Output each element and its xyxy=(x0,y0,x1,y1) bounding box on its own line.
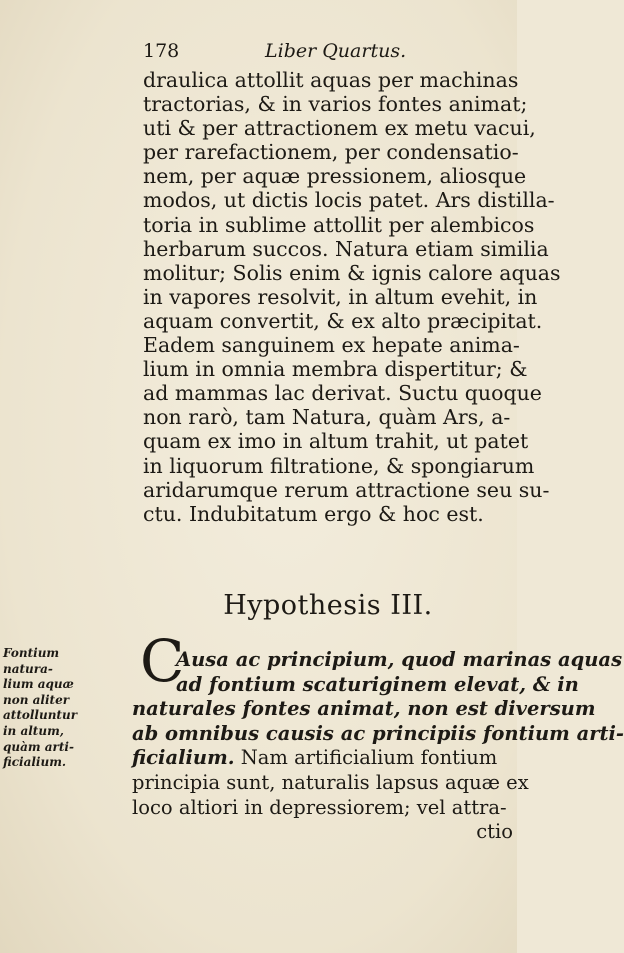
page-number: 178 xyxy=(143,40,180,62)
text-line: principia sunt, naturalis lapsus aquæ ex xyxy=(132,770,529,794)
hypothesis-paragraph xyxy=(132,648,624,845)
italic-fragment: ficialium. xyxy=(132,746,235,770)
text-line: uti & per attractionem ex metu vacui, xyxy=(143,116,536,141)
text-line: ctu. Indubitatum ergo & hoc est. xyxy=(143,501,484,526)
drop-initial: C xyxy=(140,627,185,695)
page-header xyxy=(143,40,513,66)
margin-note-line: lium aquæ xyxy=(3,677,74,692)
text-line: aridarumque rerum attractione seu su- xyxy=(143,477,550,502)
margin-note-line: Fontium xyxy=(3,646,60,660)
text-line: Eadem sanguinem ex hepate anima- xyxy=(143,333,520,358)
running-title: Liber Quartus. xyxy=(265,40,407,62)
text-line: loco altiori in depressiorem; vel attra- xyxy=(132,795,507,819)
text-line: in liquorum filtratione, & spongiarum xyxy=(143,453,535,478)
text-line: quam ex imo in altum trahit, ut patet xyxy=(143,429,529,454)
margin-note-line: quàm arti- xyxy=(3,739,74,754)
text-line: ab omnibus causis ac principiis fontium arti- xyxy=(132,721,624,745)
margin-note-line: ficialium. xyxy=(3,755,67,770)
text-line xyxy=(132,746,513,771)
text-line: draulica attollit aquas per machinas xyxy=(143,68,519,92)
text-line: aquam convertit, & ex alto præcipitat. xyxy=(143,308,543,333)
text-line: naturales fontes animat, non est diversum xyxy=(132,697,596,721)
text-line: per rarefactionem, per condensatio- xyxy=(143,140,519,165)
margin-note xyxy=(3,646,131,771)
margin-note-line: non aliter xyxy=(3,692,70,707)
text-line: ad fontium scaturiginem elevat, & in xyxy=(176,672,579,696)
text-line: toria in sublime attollit per alembicos xyxy=(143,212,535,237)
section-heading: Hypothesis III. xyxy=(223,590,433,621)
text-line: herbarum succos. Natura etiam similia xyxy=(143,236,549,261)
text-line: nem, per aquæ pressionem, aliosque xyxy=(143,164,527,189)
text-line: non rarò, tam Natura, quàm Ars, a- xyxy=(143,405,511,430)
margin-note-line: in altum, xyxy=(3,723,64,738)
text-line: lium in omnia membra dispertitur; & xyxy=(143,357,528,382)
margin-note-line: natura- xyxy=(3,661,53,676)
text-line: molitur; Solis enim & ignis calore aquas xyxy=(143,260,561,285)
text-line: ctio xyxy=(476,820,513,844)
text-line: modos, ut dictis locis patet. Ars distilla- xyxy=(143,188,555,213)
roman-fragment: Nam artificialium fontium xyxy=(234,746,498,770)
text-line: tractorias, & in varios fontes animat; xyxy=(143,92,528,117)
margin-note-line: attolluntur xyxy=(3,708,78,723)
text-line: Ausa ac principium, quod marinas aquas xyxy=(176,648,623,671)
main-paragraph xyxy=(143,68,561,526)
text-line: ad mammas lac derivat. Suctu quoque xyxy=(143,381,542,406)
text-line: in vapores resolvit, in altum evehit, in xyxy=(143,284,538,309)
